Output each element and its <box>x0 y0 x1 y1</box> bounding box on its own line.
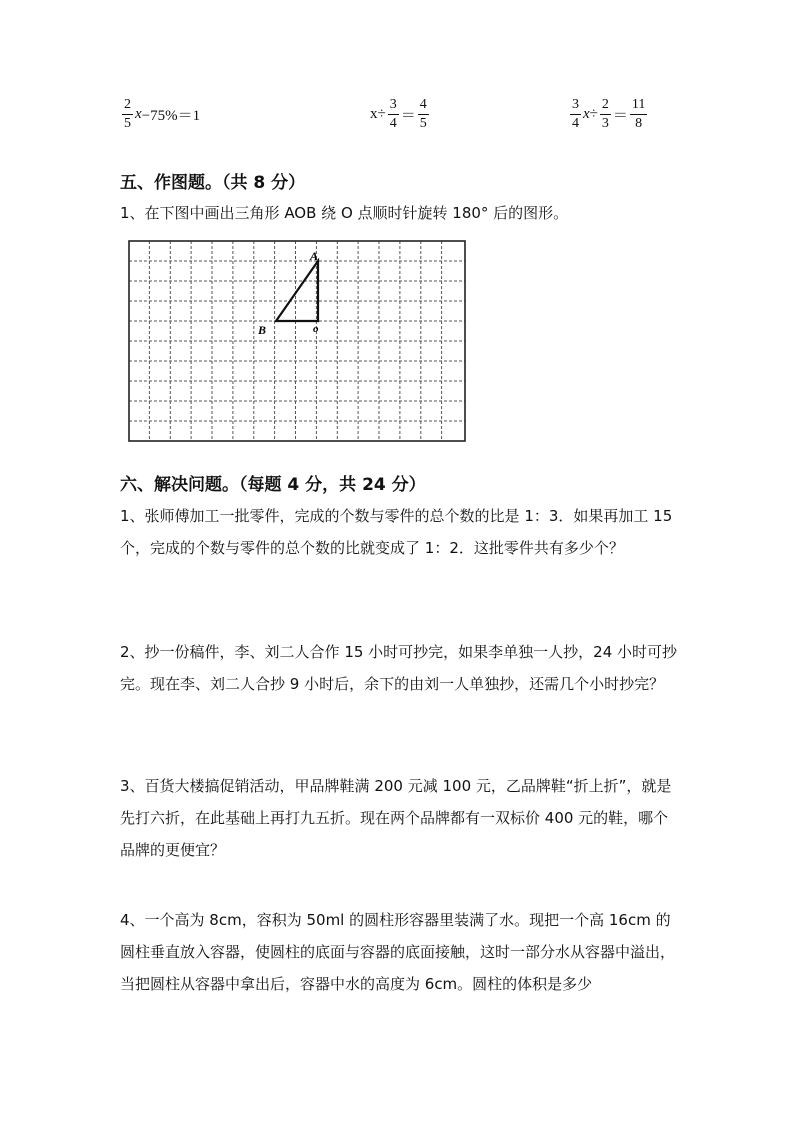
equation-3: $\frac{3}{4}$ x ÷ $\frac{2}{3}$ ＝ $\frac{11}{8}$ <box>572 97 646 131</box>
fraction: $\frac{2}{5}$ <box>124 97 131 131</box>
section-5-heading: 五、作图题。（共 8 分） <box>120 173 306 193</box>
section-5-question-1: 1、在下图中画出三角形 AOB 绕 O 点顺时针旋转 180° 后的图形。 <box>120 204 569 222</box>
section-6-question-4: 4、一个高为 8cm，容积为 50ml 的圆柱形容器里装满了水。现把一个高 16cm 的圆柱垂直放入容器，使圆柱的底面与容器的底面接触，这时一部分水从容器中溢出，当把圆柱从容器中拿出后，容器中水的高度为 6cm。圆柱的体积是多少 <box>120 911 676 993</box>
label-o: o <box>313 323 319 335</box>
section-6-question-3: 3、百货大楼搞促销活动，甲品牌鞋满 200 元减 100 元，乙品牌鞋“折上折”，就是先打六折，在此基础上再打九五折。现在两个品牌都有一双标价 400 元的鞋，哪个品牌的更便宜？ <box>120 777 672 859</box>
label-b: B <box>258 323 267 337</box>
equation-1: $\frac{2}{5}$ x −75%＝1 <box>124 97 201 131</box>
grid-lines <box>129 241 465 441</box>
section-6-heading: 六、解决问题。（每题 4 分，共 24 分） <box>120 475 426 495</box>
triangle-aob <box>276 261 318 321</box>
fraction: $\frac{4}{5}$ <box>419 97 427 131</box>
section-6-question-2: 2、抄一份稿件，李、刘二人合作 15 小时可抄完，如果李单独一人抄，24 小时可抄完。现在李、刘二人合抄 9 小时后，余下的由刘一人单独抄，还需几个小时抄完？ <box>120 643 678 693</box>
fraction: $\frac{3}{4}$ <box>389 97 397 131</box>
grid-figure <box>128 240 468 444</box>
section-6-question-1: 1、张师傅加工一批零件，完成的个数与零件的总个数的比是 1：3．如果再加工 15 个，完成的个数与零件的总个数的比就变成了 1：2．这批零件共有多少个？ <box>120 507 673 557</box>
fraction: $\frac{11}{8}$ <box>631 97 646 131</box>
label-a: A <box>310 249 319 263</box>
equation-2: x÷ $\frac{3}{4}$ ＝ $\frac{4}{5}$ <box>370 97 427 131</box>
fraction: $\frac{2}{3}$ <box>601 97 609 131</box>
fraction: $\frac{3}{4}$ <box>572 97 579 131</box>
